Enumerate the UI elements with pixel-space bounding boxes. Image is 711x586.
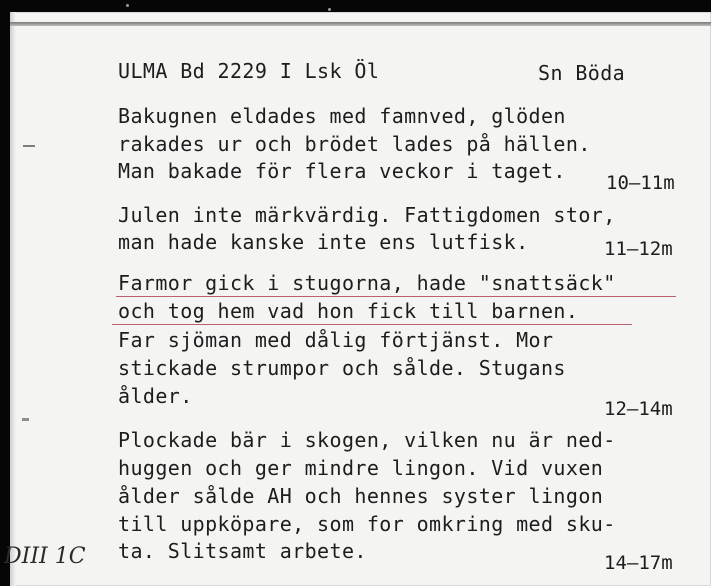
text-line: ta. Slitsamt arbete. (118, 539, 367, 563)
age-range: 12–14m (604, 398, 673, 420)
age-range: 11–12m (604, 238, 673, 260)
text-line: ålder sålde AH och hennes syster lingon (118, 484, 604, 508)
text-line: Man bakade för flera veckor i taget. (118, 159, 566, 183)
margin-mark (23, 145, 35, 147)
text-line: till uppköpare, som for omkring med sku- (118, 512, 616, 536)
red-underline (116, 296, 676, 297)
speck (126, 4, 129, 7)
margin-mark (22, 418, 29, 421)
text-line: ålder. (118, 384, 193, 408)
handwritten-margin-note: DIII 1C (4, 544, 86, 569)
age-range: 10–11m (606, 172, 675, 194)
card-top-rule (10, 22, 711, 26)
card-edge-shadow (10, 12, 16, 586)
parish-label: Sn Böda (538, 61, 626, 85)
text-line: rakades ur och brödet lades på hällen. (118, 132, 591, 156)
text-line: huggen och ger mindre lingon. Vid vuxen (118, 456, 604, 480)
text-line: Bakugnen eldades med famnved, glöden (118, 104, 566, 128)
text-line: och tog hem vad hon fick till barnen. (118, 299, 579, 323)
text-line: Plockade bär i skogen, vilken nu är ned- (118, 428, 616, 452)
text-line: Julen inte märkvärdig. Fattigdomen stor, (118, 203, 616, 227)
speck (328, 8, 331, 11)
text-line: Far sjöman med dålig förtjänst. Mor (118, 328, 554, 352)
age-range: 14–17m (604, 552, 673, 574)
text-line: man hade kanske inte ens lutfisk. (118, 230, 529, 254)
text-line: Farmor gick i stugorna, hade "snattsäck" (118, 271, 616, 295)
card-reference: ULMA Bd 2229 I Lsk Öl (118, 59, 380, 83)
text-line: stickade strumpor och sålde. Stugans (118, 356, 566, 380)
red-underline (112, 324, 632, 325)
